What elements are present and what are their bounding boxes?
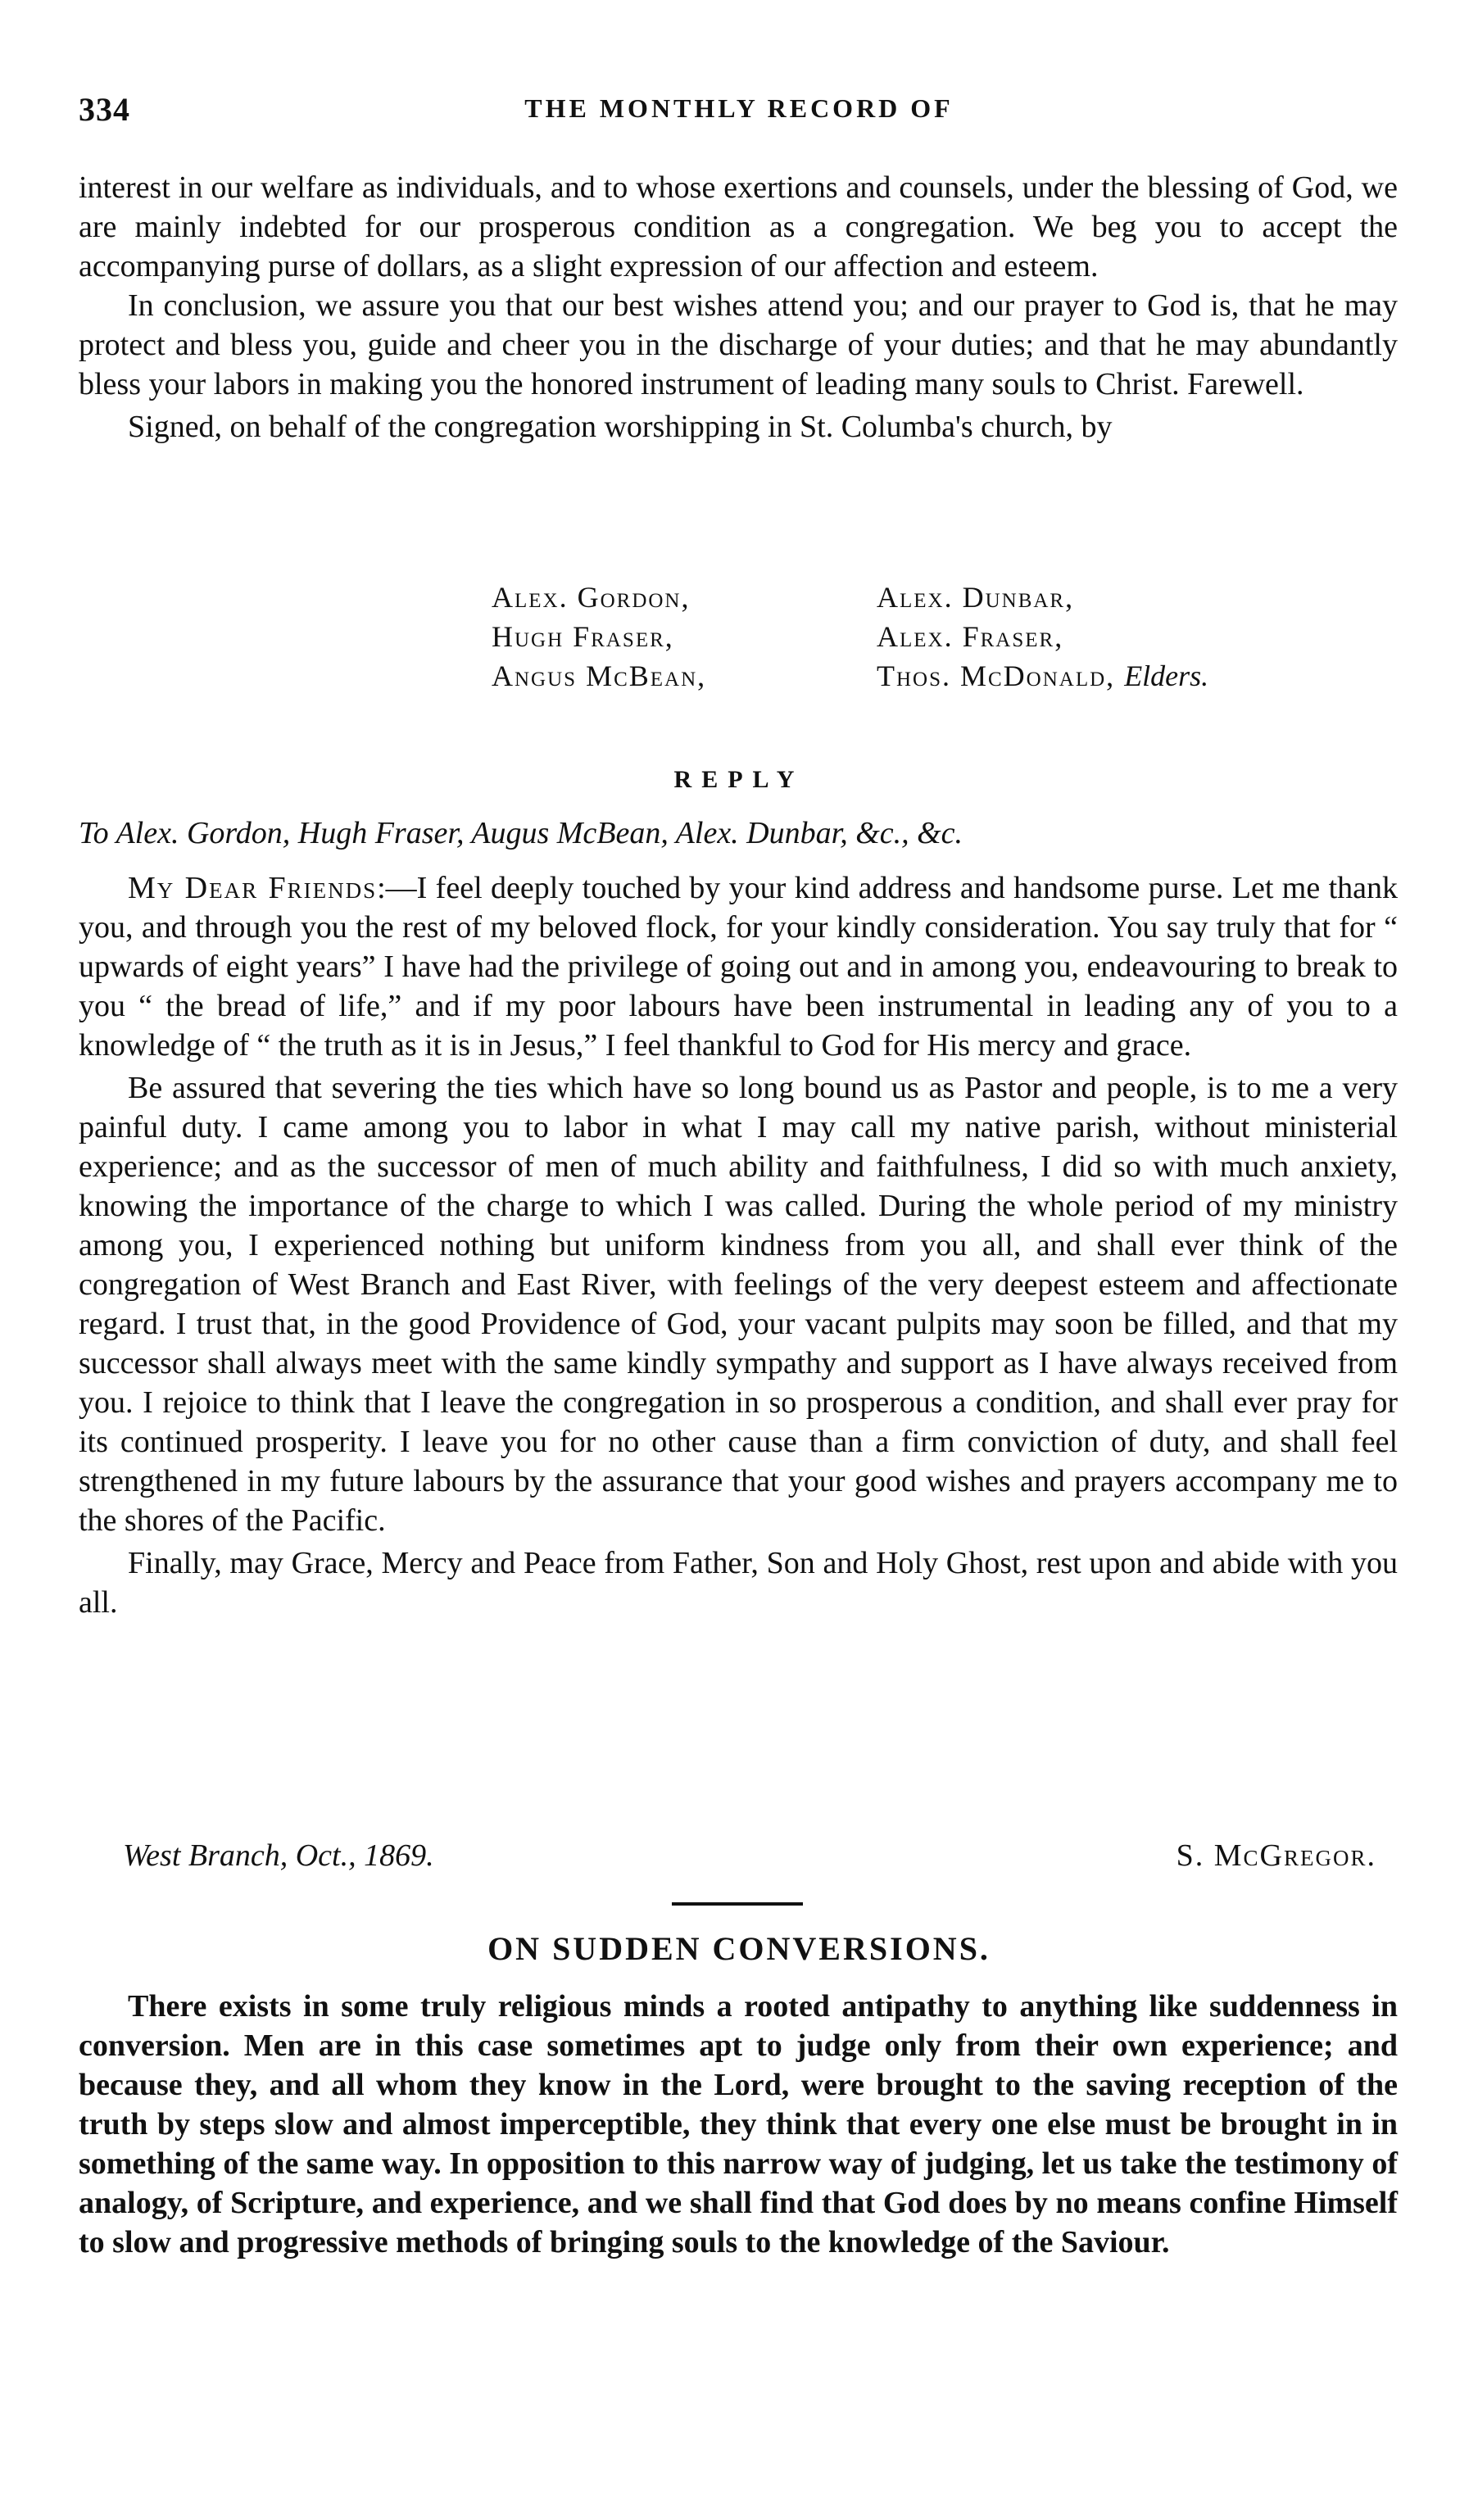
signer-row [492,578,1434,617]
reply-paragraph-1-text: :—I feel deeply touched by your kind address and handsome purse. Let me thank you, and through you the rest of my beloved flock, for your kindly consideration. You say truly that for “ upwards of eight years” I have had the privilege of going out and in among you, endeavouring to break to you “ the bread of life,” and if my poor labours have been instrumental in leading any of you to a knowledge of “ the truth as it is in Jesus,” I feel thankful to God for His mercy and grace. [79,871,1398,1063]
signer-name: Alex. Gordon, [492,581,691,614]
reply-addressee: To Alex. Gordon, Hugh Fraser, Augus McBean, Alex. Dunbar, &c., &c. [79,816,963,850]
signer-name: Hugh Fraser, [492,620,674,653]
place-date: West Branch, Oct., 1869. [123,1838,434,1873]
signer-row [492,656,1434,696]
signer-with-title [877,656,1208,696]
signer-name: Alex. Fraser, [877,620,1064,653]
closing-line [123,1838,1376,1874]
article-body-block [79,1987,1398,2265]
signer-row [492,617,1434,656]
signer-name: Thos. McDonald, [877,659,1116,692]
address-continuation-block [79,168,1398,450]
reply-heading: REPLY [673,766,805,793]
address-conclusion: In conclusion, we assure you that our best wishes attend you; and our prayer to God is, that he may protect and bless you, guide and cheer you in the discharge of your duties; and that he may abundantly bless your labors in making you the honored instrument of leading many souls to Christ. Farewell. [79,288,1398,401]
reply-paragraph-2: Be assured that severing the ties which have so long bound us as Pastor and people, is to me a very painful duty. I came among you to labor in what I may call my native parish, without ministerial experience; and as the successor of men of much ability and faithfulness, I did so with much anxiety, knowing the importance of the charge to which I was called. During the whole period of my ministry among you, I experienced nothing but uniform kindness from you all, and shall ever think of the congregation of West Branch and East River, with feelings of the very deepest esteem and affectionate regard. I trust that, in the good Providence of God, your vacant pulpits may soon be filled, and that my successor shall always meet with the same kindly sympathy and support as I have always received from you. I rejoice to think that I leave the congregation in so prosperous a condition, and shall ever pray for its continued prosperity. I leave you for no other cause than a firm conviction of duty, and shall feel strengthened in my future labours by the assurance that your good wishes and prayers accompany me to the shores of the Pacific. [79,1071,1398,1538]
signer-name: Angus McBean, [492,659,707,692]
signature: S. McGregor. [1176,1838,1376,1873]
running-head: THE MONTHLY RECORD OF [524,93,954,123]
reply-paragraph-1 [79,868,1398,1065]
salutation: My Dear Friends [128,871,378,905]
page-number: 334 [79,91,130,128]
page-header [79,90,1399,139]
article-body: There exists in some truly religious minds a rooted antipathy to anything like suddenness in conversion. Men are in this case sometimes apt to judge only from their own experience; and because they, and all whom they know in the Lord, were brought to the saving reception of the truth by steps slow and almost imperceptible, they think that every one else must be brought in in something of the same way. In opposition to this narrow way of judging, let us take the testimony of analogy, of Scripture, and experience, and we shall find that God does by no means confine Himself to slow and progressive methods of bringing souls to the knowledge of the Saviour. [79,1989,1398,2259]
signers-block [492,578,1434,696]
signer-name: Alex. Dunbar, [877,581,1075,614]
reply-paragraph-3: Finally, may Grace, Mercy and Peace from Father, Son and Holy Ghost, rest upon and abide with you all. [79,1546,1398,1620]
address-signed-line: Signed, on behalf of the congregation worshipping in St. Columba's church, by [128,410,1113,444]
address-continuation: interest in our welfare as individuals, and to whose exertions and counsels, under the blessing of God, we are mainly indebted for our prosperous condition as a congregation. We beg you to accept the accompanying purse of dollars, as a slight expression of our affection and esteem. [79,170,1398,283]
reply-body [79,868,1398,1625]
article-title: ON SUDDEN CONVERSIONS. [487,1930,991,1967]
elders-label: Elders. [1124,659,1209,692]
section-divider [672,1902,803,1906]
